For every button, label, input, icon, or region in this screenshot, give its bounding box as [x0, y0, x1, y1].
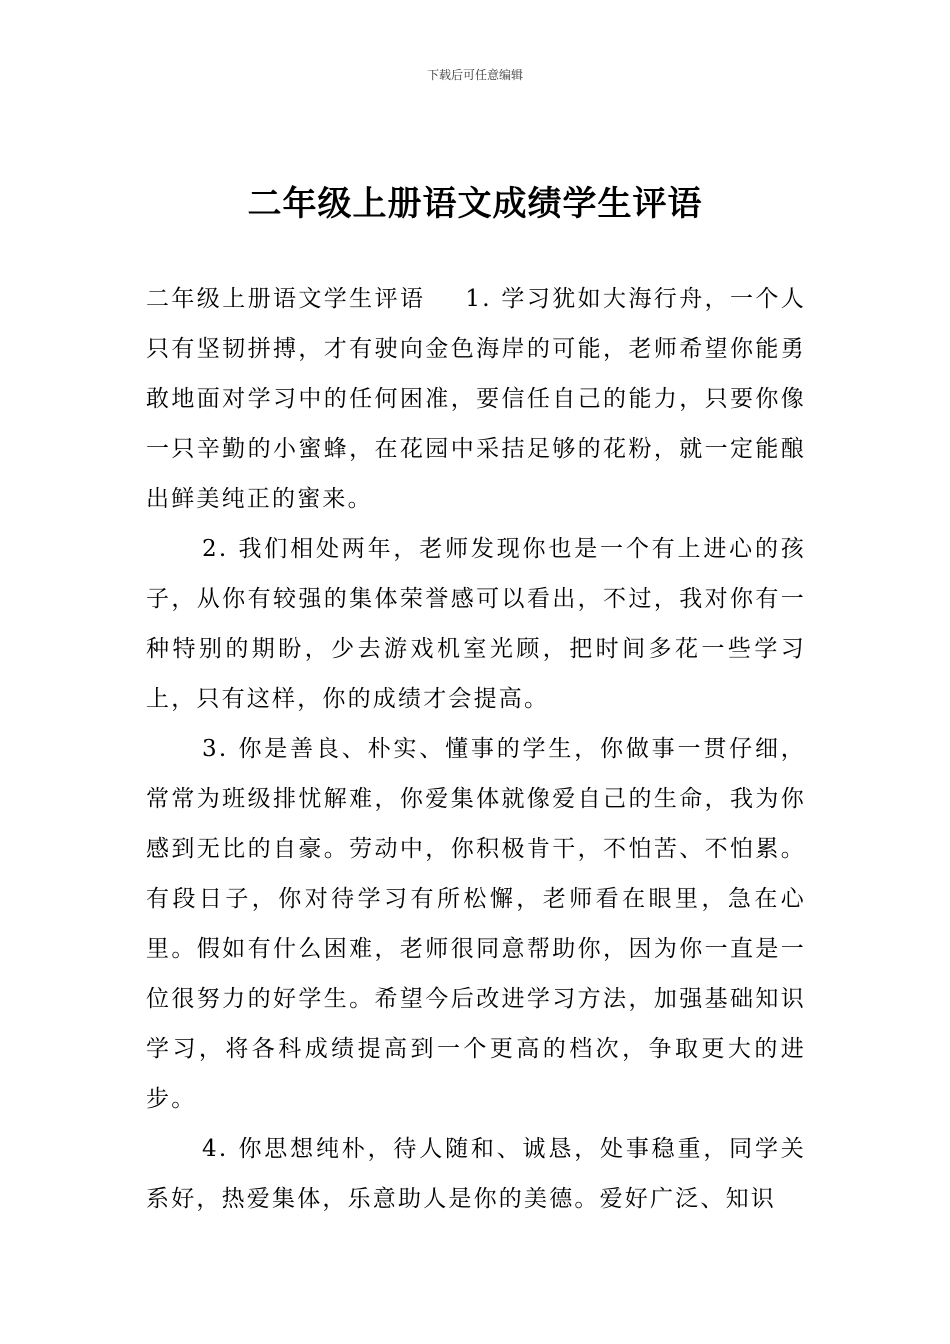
header-note: 下载后可任意编辑 — [426, 68, 523, 82]
paragraph-4: 4. 你思想纯朴，待人随和、诚恳，处事稳重，同学关系好，热爱集体，乐意助人是你的美德。爱好广泛、知识 — [146, 1136, 806, 1212]
document-title: 二年级上册语文成绩学生评语 — [247, 184, 703, 224]
paragraph-3: 3. 你是善良、朴实、懂事的学生，你做事一贯仔细，常常为班级排忧解难，你爱集体就像爱自己的生命，我为你感到无比的自豪。劳动中，你积极肯干，不怕苦、不怕累。有段日子，你对待学习有所松懈，老师看在眼里，急在心里。假如有什么困难，老师很同意帮助你，因为你一直是一位很努力的好学生。希望今后改进学习方法，加强基础知识学习，将各科成绩提高到一个更高的档次，争取更大的进步。 — [146, 736, 806, 1112]
intro-label: 二年级上册语文学生评语 — [146, 286, 426, 312]
paragraph-1-text: 1. 学习犹如大海行舟，一个人只有坚韧拼搏，才有驶向金色海岸的可能，老师希望你能勇敢地面对学习中的任何困准，要信任自己的能力，只要你像一只辛勤的小蜜蜂，在花园中采拮足够的花粉，就一定能酿出鲜美纯正的蜜来。 — [146, 286, 806, 512]
paragraph-1 — [146, 274, 806, 524]
paragraph-2: 2. 我们相处两年，老师发现你也是一个有上进心的孩子，从你有较强的集体荣誉感可以看出，不过，我对你有一种特别的期盼，少去游戏机室光顾，把时间多花一些学习上，只有这样，你的成绩才会提高。 — [146, 536, 806, 712]
document-body — [146, 274, 806, 1224]
